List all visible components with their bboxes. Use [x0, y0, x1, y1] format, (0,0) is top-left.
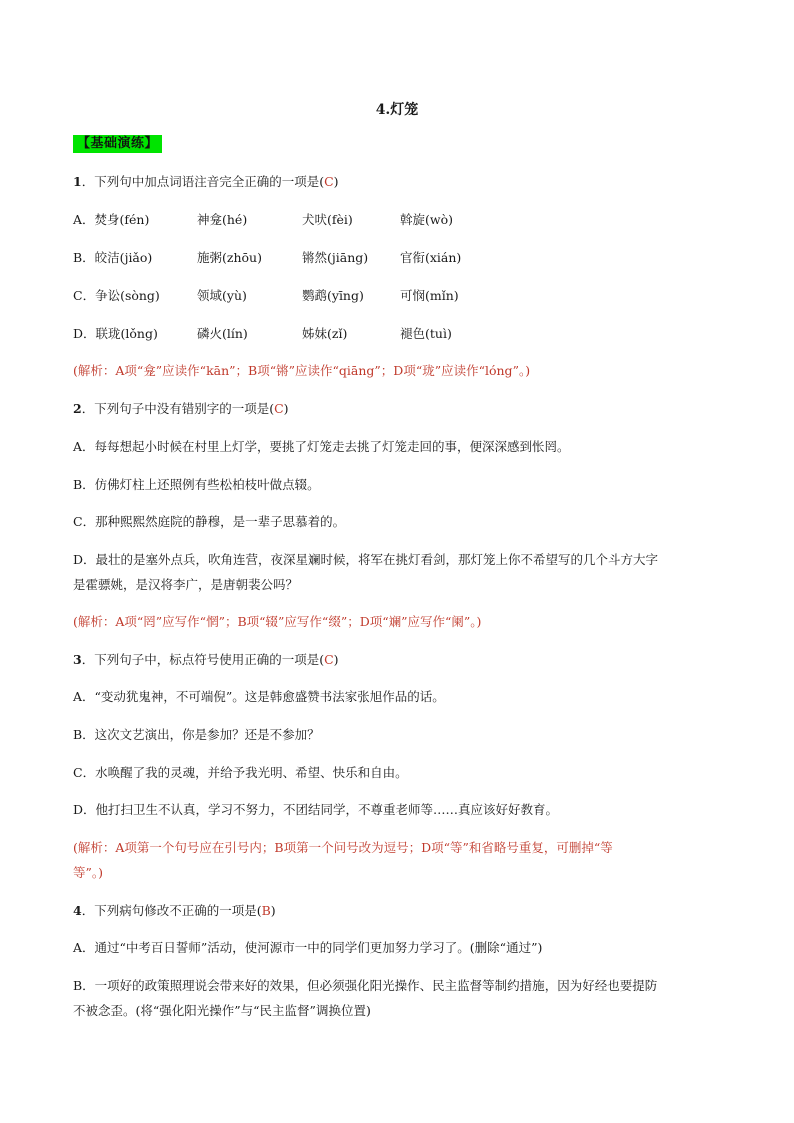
option-cell: 施粥(zhōu) [197, 250, 262, 265]
option-cell: 可悯(mǐn) [400, 288, 459, 303]
option-cell: 斡旋(wò) [400, 212, 453, 227]
option-c: C．水唤醒了我的灵魂，并给予我光明、希望、快乐和自由。 [73, 765, 408, 780]
question-text: ．下列句中加点词语注音完全正确的一项是( [81, 174, 325, 189]
question-2 [73, 397, 725, 421]
page-title: 4.灯笼 [375, 102, 419, 118]
section-tag: 【基础演练】 [73, 135, 162, 153]
option-cell: 鹦鹉(yīng) [302, 288, 364, 303]
question-text: ．下列句子中没有错别字的一项是( [81, 401, 275, 416]
answer: C [274, 401, 284, 416]
option-cell: 磷火(lín) [197, 326, 248, 341]
option-cell: 官衔(xián) [400, 250, 462, 265]
question-number: 3 [73, 652, 82, 667]
option-b: B．仿佛灯柱上还照例有些松柏枝叶做点辍。 [73, 477, 320, 492]
option-cell: C．争讼(sòng) [73, 288, 160, 303]
paren-close: ) [283, 401, 289, 416]
question-text: ．下列病句修改不正确的一项是( [81, 903, 262, 918]
option-d-line-2: 是霍骠姚，是汉将李广，是唐朝裴公吗？ [73, 577, 299, 592]
option-c: C．那种熙熙然庭院的静穆，是一辈子思慕着的。 [73, 514, 346, 529]
option-cell: 锵然(jiāng) [302, 250, 369, 265]
question-1 [73, 170, 725, 194]
answer: B [261, 903, 271, 918]
paren-close: ) [270, 903, 276, 918]
question-text: ．下列句子中，标点符号使用正确的一项是( [81, 652, 325, 667]
analysis-2: (解析：A项“罔”应写作“惘”；B项“辍”应写作“缀”；D项“斓”应写作“阑”。) [73, 614, 482, 629]
paren-close: ) [333, 652, 339, 667]
question-4 [73, 899, 725, 923]
option-cell: 神龛(hé) [197, 212, 248, 227]
question-3 [73, 648, 725, 672]
question-number: 1 [73, 174, 82, 189]
option-cell: D．联珑(lǒng) [73, 326, 158, 341]
option-cell: 姊妹(zǐ) [302, 326, 348, 341]
option-cell: 领域(yù) [197, 288, 247, 303]
option-d: D．他打扫卫生不认真，学习不努力，不团结同学，不尊重老师等……真应该好好教育。 [73, 802, 559, 817]
option-cell: 犬吠(fèi) [302, 212, 353, 227]
paren-close: ) [333, 174, 339, 189]
option-cell: 褪色(tuì) [400, 326, 452, 341]
option-cell: B．皎洁(jiǎo) [73, 250, 153, 265]
option-b-line-1: B．一项好的政策照理说会带来好的效果，但必须强化阳光操作、民主监督等制约措施，因为好经也要提防 [73, 978, 658, 993]
question-number: 4 [73, 903, 82, 918]
option-a: A．通过“中考百日誓师”活动，使河源市一中的同学们更加努力学习了。(删除“通过”) [73, 940, 543, 955]
analysis-3-line-1: (解析：A项第一个句号应在引号内；B项第一个问号改为逗号；D项“等”和省略号重复，可删掉“等 [73, 840, 613, 855]
option-cell: A．焚身(fén) [73, 212, 150, 227]
option-a: A．“变动犹鬼神，不可端倪”。这是韩愈盛赞书法家张旭作品的话。 [73, 689, 445, 704]
analysis-3-line-2: 等”。) [73, 865, 104, 880]
option-a: A．每每想起小时候在村里上灯学，要挑了灯笼走去挑了灯笼走回的事，便深深感到怅罔。 [73, 439, 570, 454]
option-d-line-1: D．最壮的是塞外点兵，吹角连营，夜深星斓时候，将军在挑灯看剑，那灯笼上你不希望写的几个斗方大字 [73, 552, 659, 567]
answer: C [324, 174, 334, 189]
option-b: B．这次文艺演出，你是参加？还是不参加？ [73, 727, 320, 742]
analysis-1: (解析：A项“龛”应读作“kān”；B项“锵”应读作“qiāng”；D项“珑”应读作“lóng”。) [73, 363, 531, 378]
answer: C [324, 652, 334, 667]
question-number: 2 [73, 401, 82, 416]
option-b-line-2: 不被念歪。(将“强化阳光操作”与“民主监督”调换位置) [73, 1003, 371, 1018]
